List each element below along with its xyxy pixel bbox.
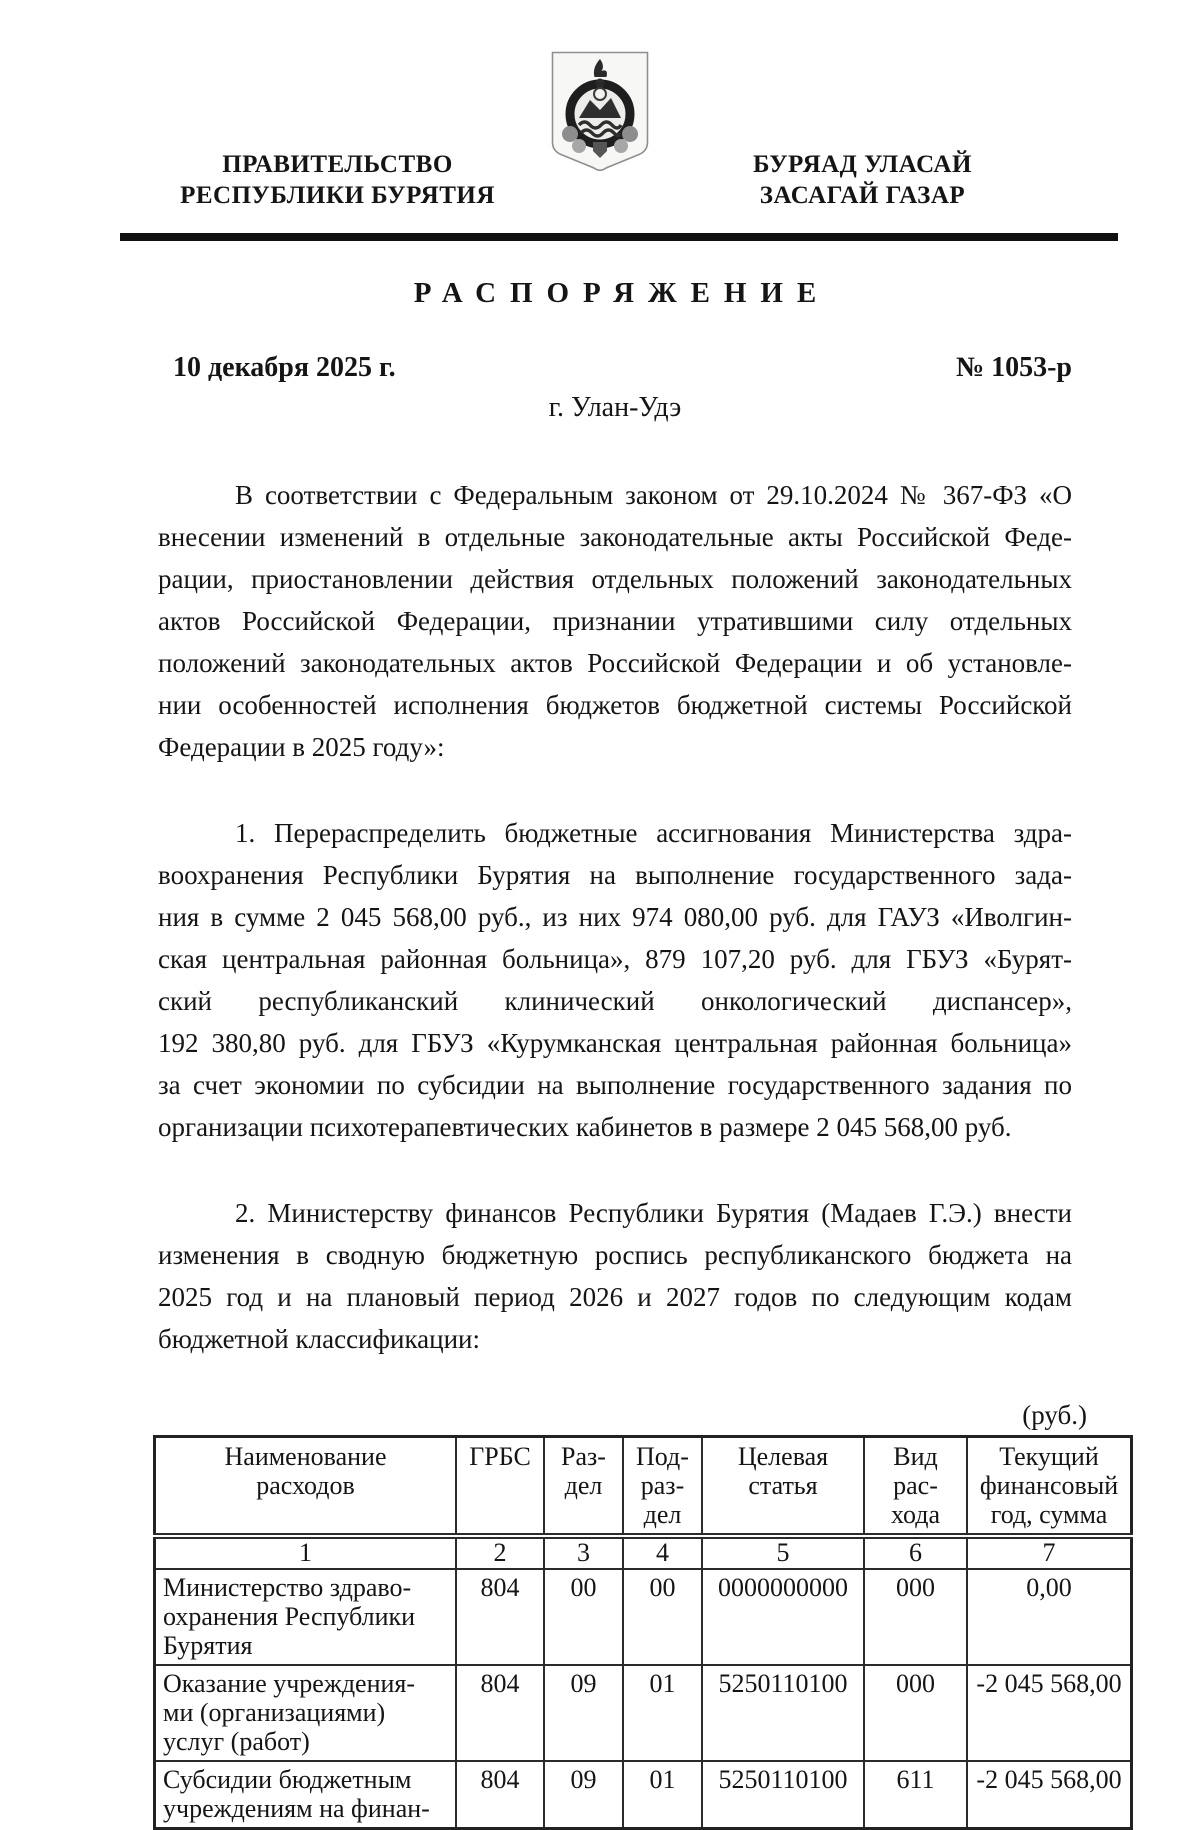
doc-date: 10 декабря 2025 г. xyxy=(173,352,396,383)
body-paragraph xyxy=(158,812,1072,1148)
paragraph-line: 2. Министерству финансов Республики Бурятия (Мадаев Г.Э.) внести xyxy=(235,1198,1072,1228)
cell-podrazdel: 00 xyxy=(623,1569,702,1665)
letterhead-divider xyxy=(120,233,1118,241)
doc-city: г. Улан-Удэ xyxy=(548,392,682,423)
table-header-cell xyxy=(702,1437,864,1537)
table-header-cell xyxy=(155,1437,457,1537)
body-paragraph xyxy=(158,1192,1072,1360)
expense-name-line: услуг (работ) xyxy=(163,1727,310,1756)
doc-number: № 1053-р xyxy=(955,352,1072,383)
paragraph-line: ский республиканский клинический онкологический диспансер», xyxy=(158,986,1072,1016)
emblem-container xyxy=(525,50,675,175)
header-cell-line: дел xyxy=(564,1471,603,1500)
org-title-line: БУРЯАД УЛАСАЙ xyxy=(753,151,972,178)
table-body xyxy=(155,1569,1132,1829)
header-cell-line: год, сумма xyxy=(990,1500,1108,1529)
table-header-cell xyxy=(623,1437,702,1537)
cell-expense-name xyxy=(155,1761,457,1829)
cell-razdel: 09 xyxy=(544,1665,623,1761)
paragraph-line: изменения в сводную бюджетную роспись республиканского бюджета на xyxy=(158,1240,1072,1270)
column-number-cell: 6 xyxy=(864,1536,967,1569)
header-cell-line: ГРБС xyxy=(469,1442,531,1471)
expense-name-line: Оказание учреждения- xyxy=(163,1669,416,1698)
cell-target-article: 0000000000 xyxy=(702,1569,864,1665)
cell-grbs: 804 xyxy=(456,1665,544,1761)
paragraph-line: В соответствии с Федеральным законом от 29.10.2024 № 367-ФЗ «О xyxy=(235,480,1072,510)
header-cell-line: Под- xyxy=(636,1442,689,1471)
header-cell-line: Раз- xyxy=(561,1442,606,1471)
cell-current-year-sum: 0,00 xyxy=(967,1569,1132,1665)
expense-name-line: учреждениям на финан- xyxy=(163,1794,430,1823)
cell-podrazdel: 01 xyxy=(623,1665,702,1761)
paragraph-line: нии особенностей исполнения бюджетов бюджетной системы Российской xyxy=(158,690,1072,720)
cell-expense-type: 000 xyxy=(864,1665,967,1761)
expense-name-line: Бурятия xyxy=(163,1631,253,1660)
cell-razdel: 00 xyxy=(544,1569,623,1665)
org-title-line: ЗАСАГАЙ ГАЗАР xyxy=(759,182,966,209)
expense-name-line: Министерство здраво- xyxy=(163,1573,412,1602)
body-paragraph xyxy=(158,474,1072,768)
body-text xyxy=(158,474,1072,1360)
cell-current-year-sum: -2 045 568,00 xyxy=(967,1665,1132,1761)
doc-type-title: РАСПОРЯЖЕНИЕ xyxy=(413,277,831,309)
paragraph-line: бюджетной классификации: xyxy=(158,1324,480,1354)
header-cell-line: дел xyxy=(643,1500,682,1529)
letterhead xyxy=(0,0,1200,211)
paragraph-line: воохранения Республики Бурятия на выполнение государственного зада- xyxy=(158,860,1072,890)
header-cell-line: хода xyxy=(890,1500,941,1529)
table-header-row xyxy=(155,1437,1132,1537)
cell-expense-type: 000 xyxy=(864,1569,967,1665)
cell-grbs: 804 xyxy=(456,1569,544,1665)
org-title-line: ПРАВИТЕЛЬСТВО xyxy=(222,151,453,178)
paragraph-line: актов Российской Федерации, признании утратившими силу отдельных xyxy=(158,606,1072,636)
column-number-cell: 7 xyxy=(967,1536,1132,1569)
header-cell-line: Наименование xyxy=(224,1442,387,1471)
budget-classification-table xyxy=(153,1435,1133,1830)
cell-current-year-sum: -2 045 568,00 xyxy=(967,1761,1132,1829)
table-header-cell xyxy=(967,1437,1132,1537)
cell-expense-name xyxy=(155,1569,457,1665)
expense-name-line: ми (организациями) xyxy=(163,1698,386,1727)
paragraph-line: внесении изменений в отдельные законодательные акты Российской Феде- xyxy=(158,522,1072,552)
expense-name-line: Субсидии бюджетным xyxy=(163,1765,412,1794)
header-cell-line: финансовый xyxy=(979,1471,1119,1500)
header-cell-line: Вид xyxy=(893,1442,938,1471)
paragraph-line: рации, приостановлении действия отдельных положений законодательных xyxy=(158,564,1072,594)
header-cell-line: раз- xyxy=(640,1471,685,1500)
cell-razdel: 09 xyxy=(544,1761,623,1829)
paragraph-line: 192 380,80 руб. для ГБУЗ «Курумканская центральная районная больница» xyxy=(158,1028,1072,1058)
header-cell-line: статья xyxy=(748,1471,818,1500)
paragraph-line: Федерации в 2025 году»: xyxy=(158,732,445,762)
table-header-cell xyxy=(544,1437,623,1537)
table-row xyxy=(155,1569,1132,1665)
header-cell-line: Текущий xyxy=(999,1442,1099,1471)
column-number-cell: 4 xyxy=(623,1536,702,1569)
org-title-russian xyxy=(150,149,525,211)
org-title-line: РЕСПУБЛИКИ БУРЯТИЯ xyxy=(180,182,495,209)
table-row xyxy=(155,1761,1132,1829)
header-cell-line: рас- xyxy=(893,1471,938,1500)
column-number-cell: 5 xyxy=(702,1536,864,1569)
table-header-cell xyxy=(864,1437,967,1537)
org-title-buryat xyxy=(675,149,1050,211)
column-number-cell: 1 xyxy=(155,1536,457,1569)
document-content xyxy=(158,277,1122,1830)
paragraph-line: положений законодательных актов Российской Федерации и об установле- xyxy=(158,648,1072,678)
table-header-cell xyxy=(456,1437,544,1537)
paragraph-line: ская центральная районная больница», 879 107,20 руб. для ГБУЗ «Бурят- xyxy=(158,944,1072,974)
column-number-row xyxy=(155,1536,1132,1569)
cell-expense-type: 611 xyxy=(864,1761,967,1829)
expense-name-line: охранения Республики xyxy=(163,1602,416,1631)
column-number-cell: 3 xyxy=(544,1536,623,1569)
cell-expense-name xyxy=(155,1665,457,1761)
table-row xyxy=(155,1665,1132,1761)
cell-target-article: 5250110100 xyxy=(702,1665,864,1761)
paragraph-line: за счет экономии по субсидии на выполнение государственного задания по xyxy=(158,1070,1072,1100)
buryatia-coat-of-arms-icon xyxy=(550,50,650,175)
column-number-cell: 2 xyxy=(456,1536,544,1569)
paragraph-line: ния в сумме 2 045 568,00 руб., из них 974 080,00 руб. для ГАУЗ «Иволгин- xyxy=(158,902,1072,932)
cell-grbs: 804 xyxy=(456,1761,544,1829)
cell-target-article: 5250110100 xyxy=(702,1761,864,1829)
paragraph-line: 2025 год и на плановый период 2026 и 2027 годов по следующим кодам xyxy=(158,1282,1072,1312)
paragraph-line: организации психотерапевтических кабинетов в размере 2 045 568,00 руб. xyxy=(158,1112,1012,1142)
currency-note: (руб.) xyxy=(1022,1400,1087,1430)
cell-podrazdel: 01 xyxy=(623,1761,702,1829)
paragraph-line: 1. Перераспределить бюджетные ассигнования Министерства здра- xyxy=(235,818,1072,848)
header-cell-line: Целевая xyxy=(737,1442,829,1471)
date-number-row xyxy=(158,352,1072,384)
header-cell-line: расходов xyxy=(256,1471,355,1500)
